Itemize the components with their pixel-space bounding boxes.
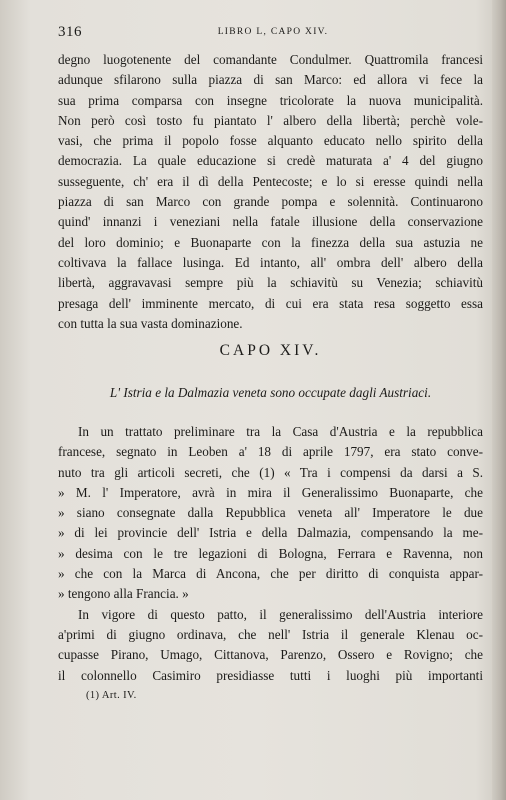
chapter-subtitle: L' Istria e la Dalmazia veneta sono occupate dagli Austriaci.	[109, 385, 432, 400]
page-number: 316	[58, 24, 82, 40]
text-line: democrazia. La quale educazione si credè maturata a' 4 del giugno	[58, 153, 483, 169]
text-line: libertà, aggravavasi sempre più la schiavitù su Venezia; schiavitù	[58, 275, 483, 291]
text-line: degno luogotenente del comandante Condulmer. Quattromila francesi	[58, 52, 483, 67]
text-line: sua prima comparsa con insegne tricolorate la nuova municipalità.	[58, 92, 483, 108]
text-line: nuto tra gli articoli secreti, che (1) « Tra i compensi da darsi a S.	[58, 464, 483, 480]
page-edge	[492, 0, 506, 800]
text-line: cupasse Pirano, Umago, Cittanova, Parenzo, Ossero e Rovigno; che	[58, 647, 483, 663]
quote-line: » di lei provincie dell' Istria e della Dalmazia, compensando la me-	[58, 525, 483, 541]
text-line: In vigore di questo patto, il generalissimo dell'Austria interiore	[78, 606, 483, 622]
chapter-heading: CAPO XIV.	[219, 342, 322, 359]
quote-line: » che con la Marca di Ancona, che per diritto di conquista appar-	[58, 566, 483, 582]
paragraph-continuation	[58, 50, 483, 334]
text-line: il colonnello Casimiro presidiasse tutti i luoghi più importanti	[58, 667, 483, 683]
page-header	[58, 24, 488, 40]
text-line: con tutta la sua vasta dominazione.	[58, 315, 243, 331]
text-line: adunque sfilarono sulla piazza di san Marco: ed allora vi fece la	[58, 72, 483, 88]
text-line: presaga dell' imminente mercato, di cui era stata resa soggetto essa	[58, 295, 483, 311]
text-line: del loro dominio; e Buonaparte con la finezza della sua astuzia ne	[58, 234, 483, 250]
quote-line: » tengono alla Francia. »	[58, 586, 189, 602]
text-line: a'primi di giugno ordinava, che nell' Istria il generale Klenau oc-	[58, 626, 483, 642]
text-line: In un trattato preliminare tra la Casa d'Austria e la repubblica	[78, 424, 483, 439]
text-line: vasi, che prima il popolo fosse alquanto educato nello spirito della	[58, 133, 483, 149]
running-head: LIBRO L, CAPO XIV.	[217, 27, 329, 37]
footnote: (1) Art. IV.	[86, 690, 137, 701]
chapter-body	[58, 422, 483, 686]
text-line: Non però così tosto fu piantato l' albero della libertà; perchè vole-	[58, 112, 483, 128]
quote-line: » siano consegnate dalla Repubblica veneta all' Imperatore le due	[58, 505, 483, 521]
quote-line: » M. l' Imperatore, avrà in mira il Generalissimo Buonaparte, che	[58, 484, 483, 500]
text-line: piazza di san Marco con grande pompa e solennità. Continuarono	[58, 194, 483, 210]
text-line: susseguente, ch' era il dì della Pentecoste; e lo si eresse quindi nella	[58, 173, 483, 189]
text-line: quind' innanzi i veneziani nella fatale illusione della conservazione	[58, 214, 483, 230]
quote-line: » desima con le tre legazioni di Bologna, Ferrara e Ravenna, non	[58, 545, 483, 561]
text-line: francese, segnato in Leoben a' 18 di aprile 1797, era stato conve-	[58, 444, 483, 460]
text-line: coltivava la fallace lusinga. Ed intanto, all' ombra dell' albero della	[58, 254, 483, 270]
